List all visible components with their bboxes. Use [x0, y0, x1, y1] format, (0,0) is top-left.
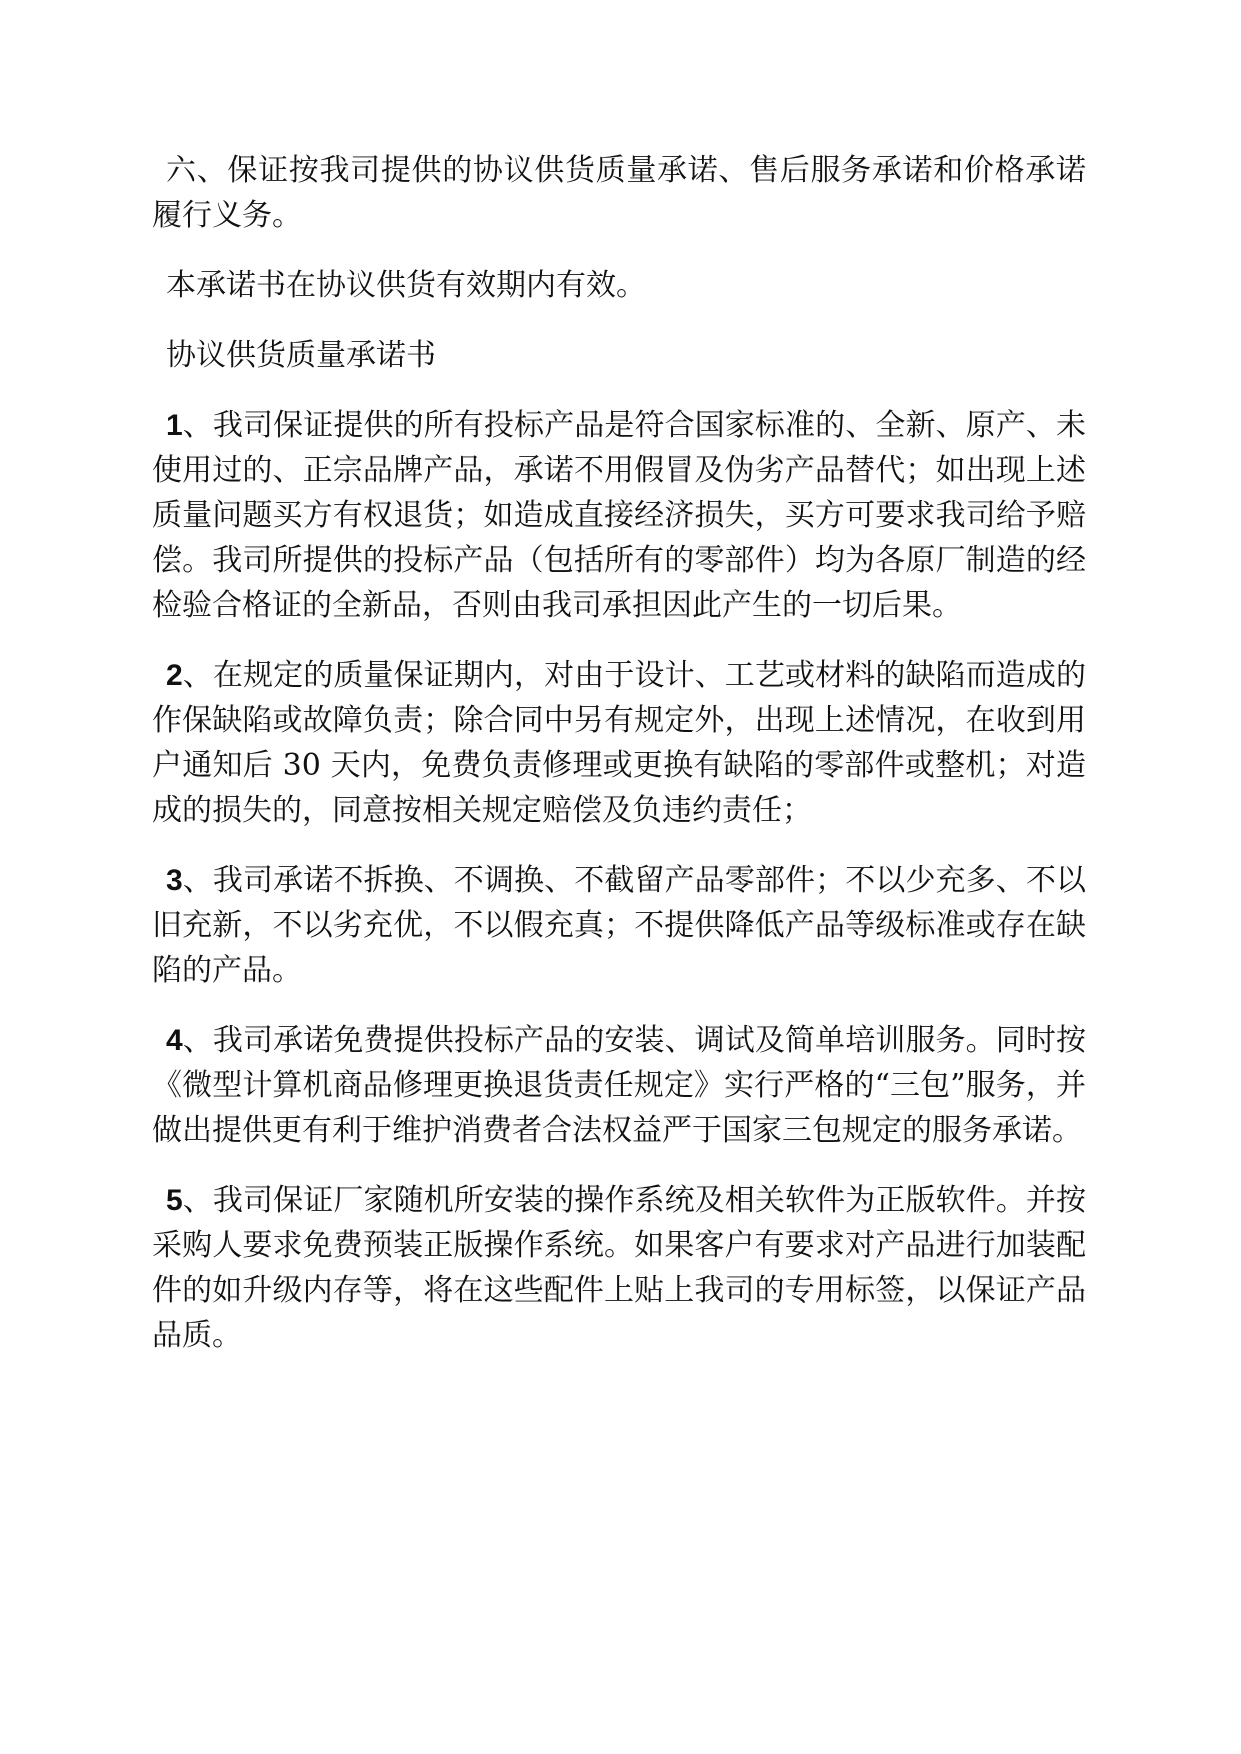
clause-5 — [152, 1178, 1086, 1358]
section-title-text: 协议供货质量承诺书 — [166, 338, 436, 373]
validity-statement — [152, 263, 1086, 308]
clause-text: 、在规定的质量保证期内，对由于设计、工艺或材料的缺陷而造成的作保缺陷或故障负责；除合同中另有规定外，出现上述情况，在收到用户通知后 30 天内，免费负责修理或更换有缺陷的零部件或整机；对造成的损失的，同意按相关规定赔偿及负违约责任； — [152, 658, 1086, 828]
clause-text: 、我司承诺免费提供投标产品的安装、调试及简单培训服务。同时按《微型计算机商品修理更换退货责任规定》实行严格的“三包”服务，并做出提供更有利于维护消费者合法权益严于国家三包规定的服务承诺。 — [152, 1023, 1086, 1148]
clause-1 — [152, 403, 1086, 628]
clause-text: 、我司保证厂家随机所安装的操作系统及相关软件为正版软件。并按采购人要求免费预装正版操作系统。如果客户有要求对产品进行加装配件的如升级内存等，将在这些配件上贴上我司的专用标签，以保证产品品质。 — [152, 1183, 1086, 1353]
clause-4 — [152, 1018, 1086, 1153]
clause-3 — [152, 858, 1086, 993]
clause-number: 1 — [166, 409, 183, 442]
paragraph-six — [152, 148, 1086, 238]
clause-number: 2 — [166, 659, 183, 692]
paragraph-text: 六、保证按我司提供的协议供货质量承诺、售后服务承诺和价格承诺履行义务。 — [152, 153, 1086, 233]
clause-text: 、我司保证提供的所有投标产品是符合国家标准的、全新、原产、未使用过的、正宗品牌产品，承诺不用假冒及伪劣产品替代；如出现上述质量问题买方有权退货；如造成直接经济损失，买方可要求我司给予赔偿。我司所提供的投标产品（包括所有的零部件）均为各原厂制造的经检验合格证的全新品，否则由我司承担因此产生的一切后果。 — [152, 408, 1086, 623]
clause-text: 、我司承诺不拆换、不调换、不截留产品零部件；不以少充多、不以旧充新，不以劣充优，不以假充真；不提供降低产品等级标准或存在缺陷的产品。 — [152, 863, 1086, 988]
clause-number: 4 — [166, 1024, 183, 1057]
paragraph-text: 本承诺书在协议供货有效期内有效。 — [166, 268, 646, 303]
document-body — [152, 148, 1086, 1383]
clause-number: 3 — [166, 864, 183, 897]
clause-2 — [152, 653, 1086, 833]
clause-number: 5 — [166, 1184, 183, 1217]
section-title — [152, 333, 1086, 378]
